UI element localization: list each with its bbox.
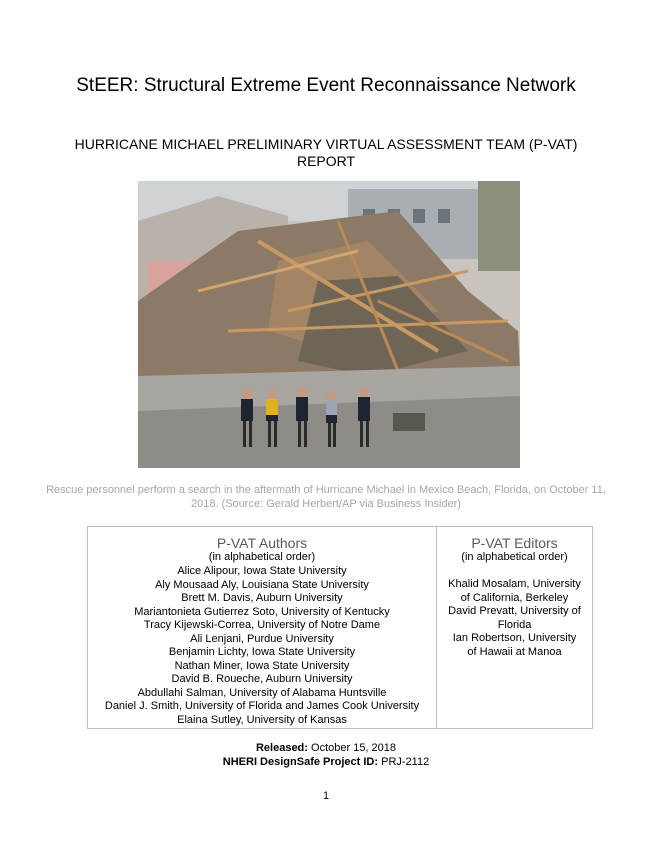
- author-line: Aly Mousaad Aly, Louisiana State University: [155, 578, 369, 591]
- author-line: David B. Roueche, Auburn University: [171, 673, 353, 685]
- document-title: StEER: Structural Extreme Event Reconnaissance Network: [76, 75, 576, 96]
- author-line: Alice Alipour, Iowa State University: [177, 565, 347, 577]
- editor-line: Ian Robertson, University: [452, 632, 577, 644]
- project-id-line: [60, 755, 592, 769]
- editor-line: of California, Berkeley: [460, 591, 569, 604]
- release-label: Released:: [255, 742, 308, 754]
- photo-caption: Rescue personnel perform a search in the aftermath of Hurricane Michael in Mexico Beach, Florida, on October 11, 2018. (Source: Gerald Herbert/AP via Business Insider): [46, 484, 606, 510]
- author-line: Elaina Sutley, University of Kansas: [177, 713, 347, 726]
- author-line: Brett M. Davis, Auburn University: [181, 592, 343, 604]
- editor-line: of Hawaii at Manoa: [467, 645, 562, 658]
- author-line: Ali Lenjani, Purdue University: [190, 632, 334, 645]
- editors-column: [437, 527, 592, 728]
- author-line: Tracy Kijewski-Correa, University of Notre Dame: [143, 619, 381, 631]
- project-id: PRJ-2112: [381, 756, 430, 768]
- hurricane-damage-photo: [138, 181, 520, 468]
- release-date: October 15, 2018: [311, 742, 397, 754]
- author-line: Benjamin Lichty, Iowa State University: [168, 646, 356, 658]
- editor-line: Khalid Mosalam, University: [448, 578, 581, 590]
- authors-column: [88, 527, 437, 728]
- author-line: Nathan Miner, Iowa State University: [174, 659, 350, 672]
- page-number: 1: [322, 790, 330, 802]
- authors-order-note: (in alphabetical order): [208, 551, 316, 563]
- editor-line: David Prevatt, University of: [448, 605, 581, 617]
- author-line: Mariantonieta Gutierrez Soto, University of Kentucky: [134, 605, 390, 618]
- author-line: Daniel J. Smith, University of Florida and James Cook University: [104, 700, 420, 712]
- editor-line: Florida: [497, 618, 532, 631]
- document-subtitle: HURRICANE MICHAEL PRELIMINARY VIRTUAL ASSESSMENT TEAM (P-VAT) REPORT: [74, 136, 578, 169]
- author-line: Abdullahi Salman, University of Alabama Huntsville: [137, 686, 387, 699]
- project-id-label: NHERI DesignSafe Project ID:: [222, 756, 379, 768]
- authors-heading: P-VAT Authors: [216, 535, 308, 551]
- editors-heading: P-VAT Editors: [471, 535, 558, 551]
- release-info: [60, 741, 592, 769]
- credits-table: [87, 526, 593, 729]
- editors-order-note: (in alphabetical order): [461, 551, 568, 563]
- release-date-line: [60, 741, 592, 755]
